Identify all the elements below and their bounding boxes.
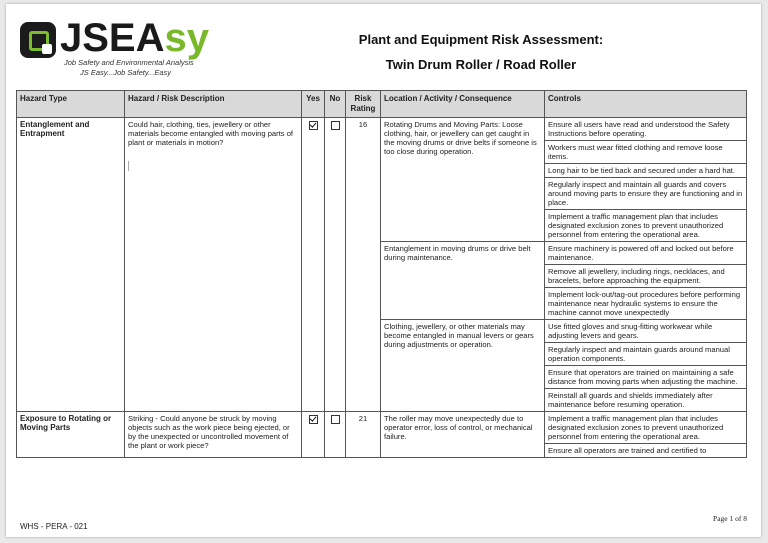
control-cell: Long hair to be tied back and secured under a hard hat. [545, 164, 747, 178]
control-cell: Regularly inspect and maintain all guards and covers around moving parts to ensure they are functioning and in place. [545, 178, 747, 210]
jseasy-logo [20, 18, 220, 82]
page-number: Page 1 of 8 [713, 514, 747, 523]
col-controls: Controls [545, 91, 747, 118]
brand-slogan: JS Easy...Job Safety...Easy [80, 68, 172, 77]
document-subtitle: Twin Drum Roller / Road Roller [385, 57, 577, 72]
document-page [6, 4, 761, 537]
col-yes: Yes [302, 91, 325, 118]
no-checkbox-cell [325, 118, 346, 412]
risk-assessment-table [16, 90, 747, 458]
hazard-description-cell: Striking - Could anyone be struck by moving objects such as the work piece being ejected, or by the unexpected or uncontrolled movement of the plant or work piece? [125, 412, 302, 458]
location-cell: Rotating Drums and Moving Parts: Loose clothing, hair, or jewellery can get caught in the moving drums or drive belts if someone is too close during operation. [381, 118, 545, 242]
control-cell: Regularly inspect and maintain guards around manual operation components. [545, 343, 747, 366]
yes-checkbox-cell [302, 118, 325, 412]
location-cell: Clothing, jewellery, or other materials may become entangled in manual levers or gears during adjustments or operation. [381, 320, 545, 412]
location-cell: The roller may move unexpectedly due to operator error, loss of control, or mechanical failure. [381, 412, 545, 458]
control-cell: Use fitted gloves and snug-fitting workwear while adjusting levers and gears. [545, 320, 747, 343]
control-cell: Ensure all operators are trained and certified to [545, 444, 747, 458]
control-cell: Ensure all users have read and understood the Safety Instructions before operating. [545, 118, 747, 141]
brand-name: JSEAsy [60, 16, 209, 60]
document-title: Plant and Equipment Risk Assessment: [358, 32, 604, 47]
no-checkbox[interactable] [331, 121, 340, 130]
col-hazard-type: Hazard Type [17, 91, 125, 118]
control-cell: Reinstall all guards and shields immediately after maintenance before resuming operation. [545, 389, 747, 412]
control-cell: Ensure machinery is powered off and locked out before maintenance. [545, 242, 747, 265]
location-cell: Entanglement in moving drums or drive belt during maintenance. [381, 242, 545, 320]
col-no: No [325, 91, 346, 118]
document-code: WHS - PERA - 021 [20, 522, 88, 531]
col-description: Hazard / Risk Description [125, 91, 302, 118]
table-header-row [17, 91, 747, 118]
risk-rating-cell: 21 [346, 412, 381, 458]
yes-checkbox[interactable] [309, 415, 318, 424]
col-risk-rating: Risk Rating [346, 91, 381, 118]
control-cell: Implement a traffic management plan that includes designated exclusion zones to prevent unauthorized personnel from entering the operational area. [545, 210, 747, 242]
control-cell: Implement a traffic management plan that includes designated exclusion zones to prevent unauthorized personnel from entering the operational area. [545, 412, 747, 444]
logo-mark-icon [20, 22, 56, 58]
hazard-description-cell: Could hair, clothing, ties, jewellery or other materials become entangled with moving parts of plant or materials in motion? [125, 118, 302, 412]
brand-tagline: Job Safety and Environmental Analysis [64, 58, 194, 67]
yes-checkbox[interactable] [309, 121, 318, 130]
no-checkbox[interactable] [331, 415, 340, 424]
hazard-type-cell: Entanglement and Entrapment [17, 118, 125, 412]
table-row [17, 412, 747, 444]
table-row [17, 118, 747, 141]
control-cell: Remove all jewellery, including rings, necklaces, and bracelets, before approaching the equipment. [545, 265, 747, 288]
no-checkbox-cell [325, 412, 346, 458]
risk-rating-cell: 16 [346, 118, 381, 412]
col-location: Location / Activity / Consequence [381, 91, 545, 118]
yes-checkbox-cell [302, 412, 325, 458]
control-cell: Workers must wear fitted clothing and remove loose items. [545, 141, 747, 164]
control-cell: Ensure that operators are trained on maintaining a safe distance from moving parts when adjusting the machine. [545, 366, 747, 389]
hazard-type-cell: Exposure to Rotating or Moving Parts [17, 412, 125, 458]
control-cell: Implement lock-out/tag-out procedures before performing maintenance near hydraulic systems to ensure the machine cannot move unexpectedly [545, 288, 747, 320]
